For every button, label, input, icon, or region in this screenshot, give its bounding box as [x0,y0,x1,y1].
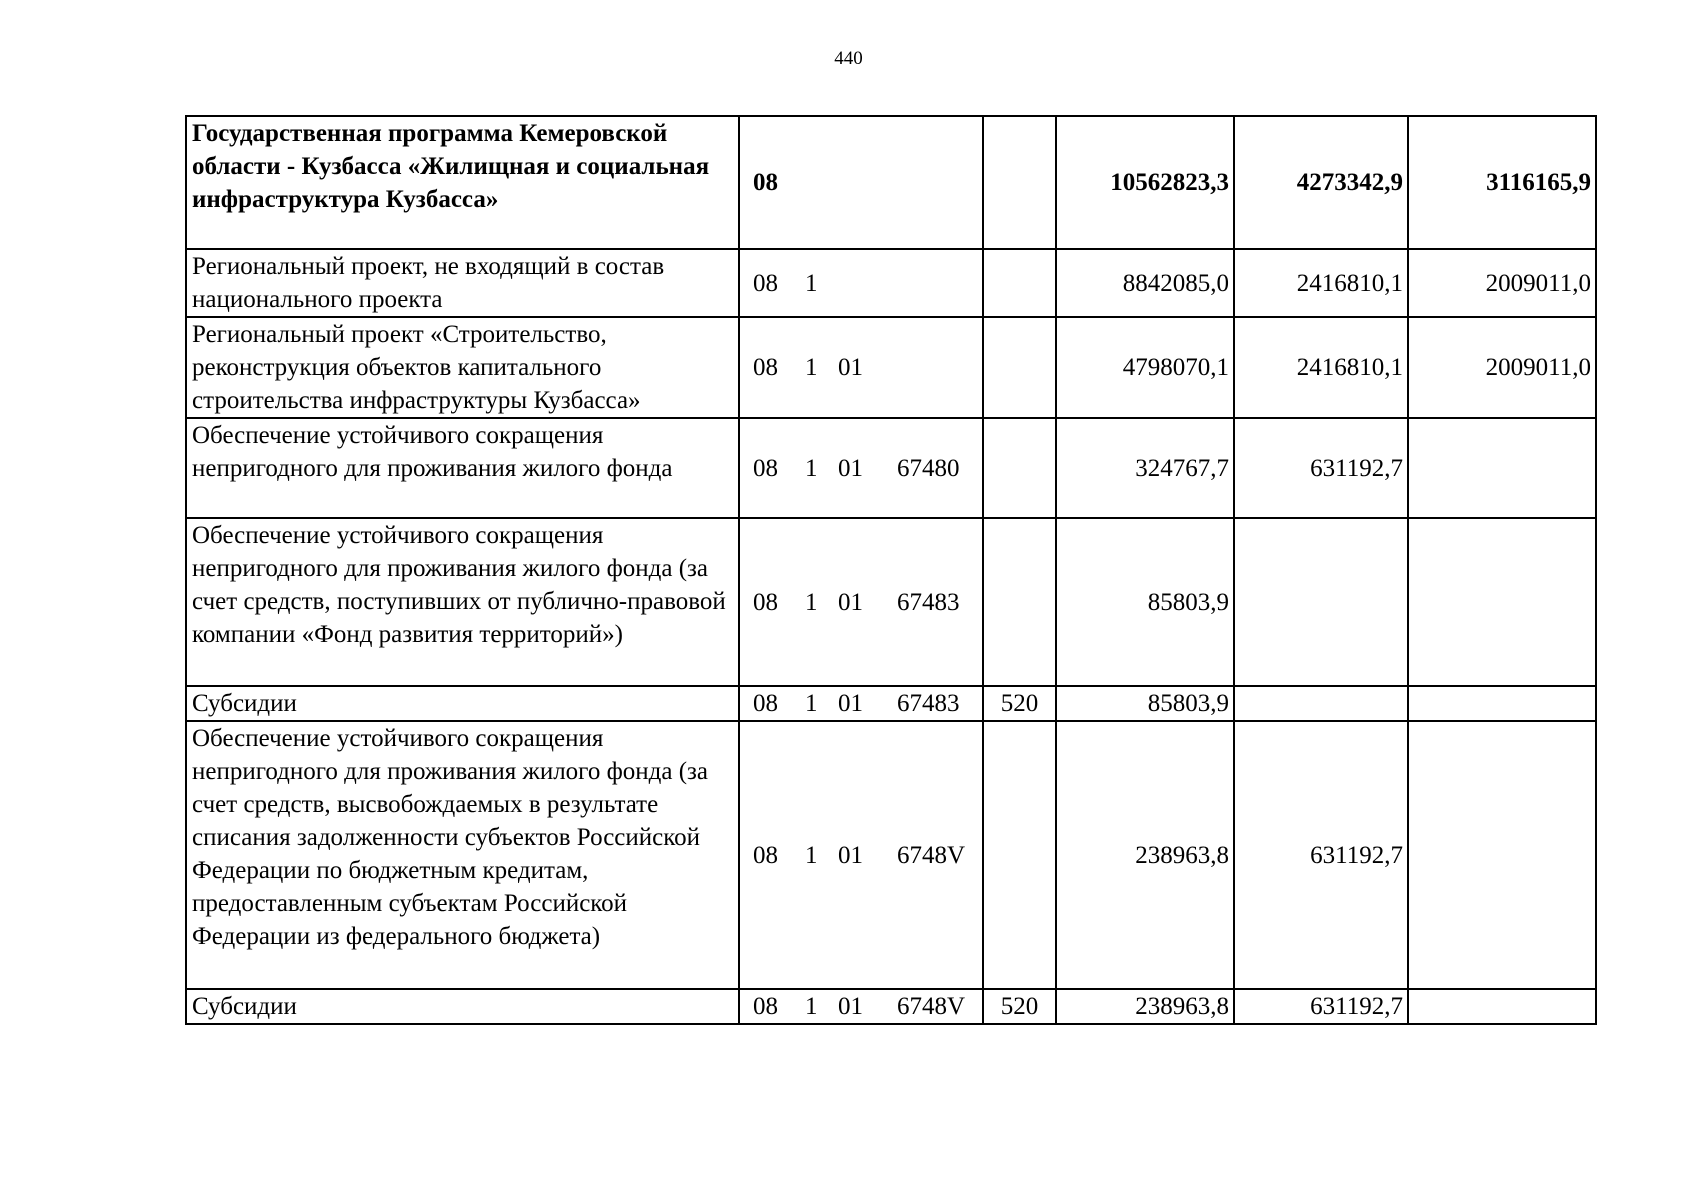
code-segment-3: 01 [838,690,863,717]
table-row [186,989,1596,1024]
row-name-cell: Региональный проект, не входящий в состав национального проекта [186,249,739,317]
amount-cell-3: 2009011,0 [1408,317,1596,418]
code-segment-1: 08 [753,993,778,1020]
code-segment-2: 1 [805,454,818,482]
classification-code-cell [739,116,983,249]
code-segment-3: 01 [838,354,863,381]
code-segment-2: 1 [805,993,818,1020]
classification-code-cell [739,686,983,721]
classification-code-cell [739,518,983,686]
amount-cell-3: 2009011,0 [1408,249,1596,317]
amount-cell-2: 631192,7 [1234,721,1408,989]
expense-type-cell [983,518,1056,686]
code-segment-2: 1 [805,588,818,616]
amount-cell-3 [1408,518,1596,686]
amount-cell-1: 10562823,3 [1056,116,1234,249]
amount-cell-2: 631192,7 [1234,989,1408,1024]
row-name-cell: Государственная программа Кемеровской области - Кузбасса «Жилищная и социальная инфраструктура Кузбасса» [186,116,739,249]
amount-cell-1: 238963,8 [1056,989,1234,1024]
classification-code-cell [739,249,983,317]
code-segment-1: 08 [753,690,778,717]
expense-type-cell: 520 [983,989,1056,1024]
code-segment-4: 67483 [897,588,960,616]
code-segment-1: 08 [753,269,778,297]
code-segment-4: 67480 [897,454,960,482]
amount-cell-3 [1408,989,1596,1024]
expense-type-cell [983,721,1056,989]
row-name-cell: Субсидии [186,989,739,1024]
code-segment-3: 01 [838,454,863,482]
amount-cell-2: 4273342,9 [1234,116,1408,249]
row-name-cell: Региональный проект «Строительство, реконструкция объектов капитального строительства инфраструктуры Кузбасса» [186,317,739,418]
amount-cell-3: 3116165,9 [1408,116,1596,249]
amount-cell-2 [1234,518,1408,686]
amount-cell-3 [1408,721,1596,989]
classification-code-cell [739,418,983,518]
amount-cell-2: 2416810,1 [1234,317,1408,418]
amount-cell-1: 238963,8 [1056,721,1234,989]
expense-type-cell [983,249,1056,317]
table-row [186,249,1596,317]
amount-cell-1: 85803,9 [1056,686,1234,721]
table-row [186,686,1596,721]
budget-table [185,115,1597,1025]
code-segment-1: 08 [753,169,778,196]
code-segment-2: 1 [805,269,818,297]
amount-cell-2: 2416810,1 [1234,249,1408,317]
code-segment-4: 67483 [897,690,960,717]
classification-code-cell [739,989,983,1024]
code-segment-1: 08 [753,588,778,616]
code-segment-1: 08 [753,454,778,482]
row-name-cell: Обеспечение устойчивого сокращения непригодного для проживания жилого фонда [186,418,739,518]
table-row [186,518,1596,686]
expense-type-cell [983,418,1056,518]
row-name-cell: Обеспечение устойчивого сокращения непригодного для проживания жилого фонда (за счет средств, высвобождаемых в результате списания задолженности субъектов Российской Федерации по бюджетным кредитам, предоставленным субъектам Российской Федерации из федерального бюджета) [186,721,739,989]
code-segment-3: 01 [838,841,863,869]
row-name-cell: Субсидии [186,686,739,721]
code-segment-1: 08 [753,354,778,381]
code-segment-4: 6748V [897,841,966,869]
table-row [186,317,1596,418]
amount-cell-1: 324767,7 [1056,418,1234,518]
amount-cell-1: 4798070,1 [1056,317,1234,418]
expense-type-cell [983,317,1056,418]
amount-cell-1: 8842085,0 [1056,249,1234,317]
table-row [186,116,1596,249]
amount-cell-1: 85803,9 [1056,518,1234,686]
table-row [186,418,1596,518]
expense-type-cell: 520 [983,686,1056,721]
amount-cell-3 [1408,686,1596,721]
code-segment-4: 6748V [897,993,966,1020]
code-segment-3: 01 [838,993,863,1020]
expense-type-cell [983,116,1056,249]
classification-code-cell [739,721,983,989]
classification-code-cell [739,317,983,418]
code-segment-1: 08 [753,841,778,869]
row-name-cell: Обеспечение устойчивого сокращения непригодного для проживания жилого фонда (за счет средств, поступивших от публично-правовой компании «Фонд развития территорий») [186,518,739,686]
amount-cell-3 [1408,418,1596,518]
amount-cell-2: 631192,7 [1234,418,1408,518]
code-segment-2: 1 [805,841,818,869]
code-segment-2: 1 [805,690,818,717]
code-segment-3: 01 [838,588,863,616]
table-row [186,721,1596,989]
page-number: 440 [834,48,863,69]
code-segment-2: 1 [805,354,818,381]
amount-cell-2 [1234,686,1408,721]
